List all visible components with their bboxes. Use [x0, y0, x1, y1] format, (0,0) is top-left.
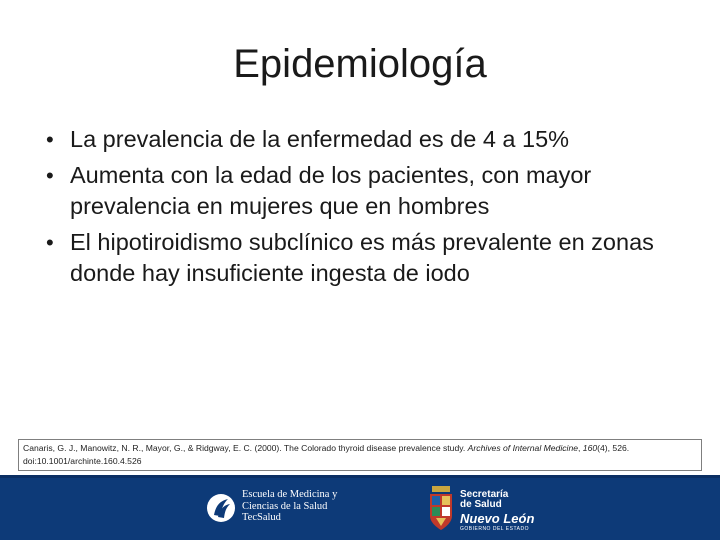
- citation-box: [18, 439, 702, 471]
- tecsalud-line3: TecSalud: [242, 512, 281, 523]
- citation-separator: ,: [578, 443, 583, 453]
- tecsalud-logo: [206, 489, 346, 531]
- bullet-dot-icon: •: [46, 163, 54, 188]
- bullet-item: [46, 160, 696, 222]
- bullet-dot-icon: •: [46, 127, 54, 152]
- tecsalud-line2: Ciencias de la Salud: [242, 500, 328, 512]
- bullet-text: Aumenta con la edad de los pacientes, con mayor prevalencia en mujeres que en hombres: [70, 162, 592, 219]
- secretaria-line1: Secretaría: [460, 489, 509, 500]
- citation-journal: Archives of Internal Medicine: [467, 443, 579, 453]
- state-seal-icon: [428, 486, 454, 532]
- bullet-item: [46, 124, 696, 155]
- bullet-text: La prevalencia de la enfermedad es de 4 a 15%: [70, 126, 570, 152]
- citation-tail: (4), 526. doi:10.1001/archinte.160.4.526: [23, 443, 630, 466]
- bullet-dot-icon: •: [46, 230, 54, 255]
- secretaria-line2: de Salud: [460, 499, 502, 510]
- secretaria-line3: Nuevo León: [460, 511, 535, 526]
- citation-text: Canaris, G. J., Manowitz, N. R., Mayor, G., & Ridgway, E. C. (2000). The Colorado thyroid disease prevalence study.: [23, 443, 468, 453]
- citation-volume: 160: [582, 443, 598, 453]
- tecsalud-line1: Escuela de Medicina y: [242, 489, 338, 500]
- tecsalud-emblem-icon: [206, 491, 236, 525]
- bullet-text: El hipotiroidismo subclínico es más prevalente en zonas donde hay insuficiente ingesta de iodo: [70, 229, 654, 286]
- secretaria-line4: GOBIERNO DEL ESTADO: [460, 526, 529, 532]
- slide-title: Epidemiología: [233, 42, 487, 86]
- bullet-list: [46, 124, 696, 294]
- bullet-item: [46, 227, 696, 289]
- footer-bar: [0, 478, 720, 540]
- secretaria-salud-logo: [428, 484, 548, 536]
